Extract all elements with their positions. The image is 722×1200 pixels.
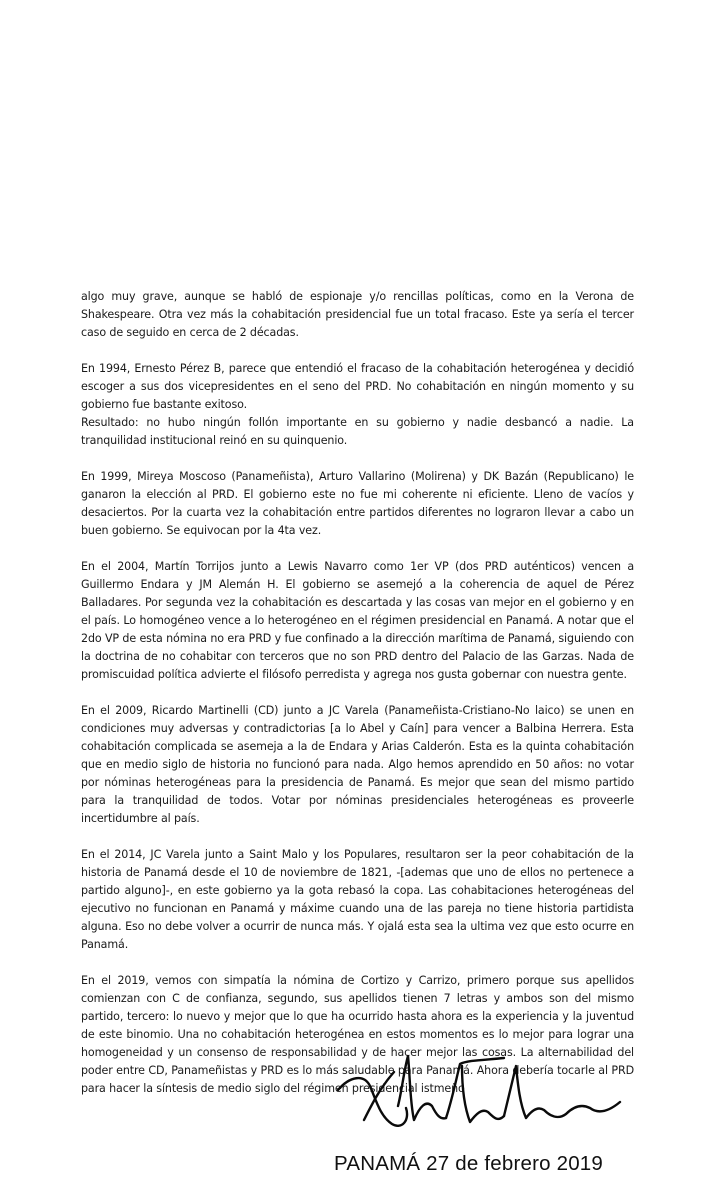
document-body [81, 288, 634, 1116]
paragraph-2004: En el 2004, Martín Torrijos junto a Lewis Navarro como 1er VP (dos PRD auténticos) vencen a Guillermo Endara y JM Alemán H. El gobierno se asemejó a la coherencia de aquel de Pérez Balladares. Por segunda vez la cohabitación es descartada y las cosas van mejor en el gobierno y en el país. Lo homogéneo vence a lo heterogéneo en el régimen presidencial en Panamá. A notar que el 2do VP de esta nómina no era PRD y fue confinado a la dirección marítima de Panamá, siguiendo con la doctrina de no cohabitar con terceros que no son PRD dentro del Palacio de las Garzas. Nada de promiscuidad política advierte el filósofo perredista y agrega nos gusta gobernar con nuestra gente. [81, 560, 634, 681]
handwritten-signature [336, 1046, 626, 1132]
paragraph-2009: En el 2009, Ricardo Martinelli (CD) junto a JC Varela (Panameñista-Cristiano-No laico) se unen en condiciones muy adversas y contradictorias [a lo Abel y Caín] para vencer a Balbina Herrera. Esta cohabitación complicada se asemeja a la de Endara y Arias Calderón. Esta es la quinta cohabitación que en medio siglo de historia no funcionó para nada. Algo hemos aprendido en 50 años: no votar por nóminas heterogéneas para la presidencia de Panamá. Es mejor que sean del mismo partido para la tranquilidad de todos. Votar por nóminas presidenciales heterogéneas es proveerle incertidumbre al país. [81, 704, 634, 825]
paragraph-1994-result: Resultado: no hubo ningún follón importante en su gobierno y nadie desbancó a nadie. La tranquilidad institucional reinó en su quinquenio. [81, 416, 634, 447]
paragraph-2019: En el 2019, vemos con simpatía la nómina de Cortizo y Carrizo, primero porque sus apellidos comienzan con C de confianza, segundo, sus apellidos tienen 7 letras y ambos son del mismo partido, tercero: lo nuevo y mejor que lo que ha ocurrido hasta ahora es la experiencia y la juventud de este binomio. Una no cohabitación heterogénea en estos momentos es lo mejor para lograr una homogeneidad y un consenso de responsabilidad y de hacer mejor las cosas. La alternabilidad del poder entre CD, Panameñistas y PRD es lo más saludable para Panamá. Ahora debería tocarle al PRD para hacer la síntesis de medio siglo del régimen presidencial istmeño [81, 974, 634, 1095]
paragraph-intro-verona: algo muy grave, aunque se habló de espionaje y/o rencillas políticas, como en la Verona de Shakespeare. Otra vez más la cohabitación presidencial fue un total fracaso. Este ya sería el tercer caso de seguido en cerca de 2 décadas. [81, 290, 634, 339]
paragraph-1999: En 1999, Mireya Moscoso (Panameñista), Arturo Vallarino (Molirena) y DK Bazán (Republicano) le ganaron la elección al PRD. El gobierno este no fue mi coherente ni eficiente. Lleno de vacíos y desaciertos. Por la cuarta vez la cohabitación entre partidos diferentes no lograron llevar a cabo un buen gobierno. Se equivocan por la 4ta vez. [81, 470, 634, 537]
paragraph-1994: En 1994, Ernesto Pérez B, parece que entendió el fracaso de la cohabitación heterogénea y decidió escoger a sus dos vicepresidentes en el seno del PRD. No cohabitación en ningún momento y su gobierno fue bastante exitoso. [81, 362, 634, 411]
paragraph-2014: En el 2014, JC Varela junto a Saint Malo y los Populares, resultaron ser la peor cohabitación de la historia de Panamá desde el 10 de noviembre de 1821, -[ademas que uno de ellos no pertenece a partido alguno]-, en este gobierno ya la gota rebasó la copa. Las cohabitaciones heterogéneas del ejecutivo no funcionan en Panamá y máxime cuando una de las pareja no tiene historia partidista alguna. Eso no debe volver a ocurrir de nunca más. Y ojalá esta sea la ultima vez que esto ocurre en Panamá. [81, 848, 634, 951]
date-footer: PANAMÁ 27 de febrero 2019 [334, 1152, 603, 1175]
